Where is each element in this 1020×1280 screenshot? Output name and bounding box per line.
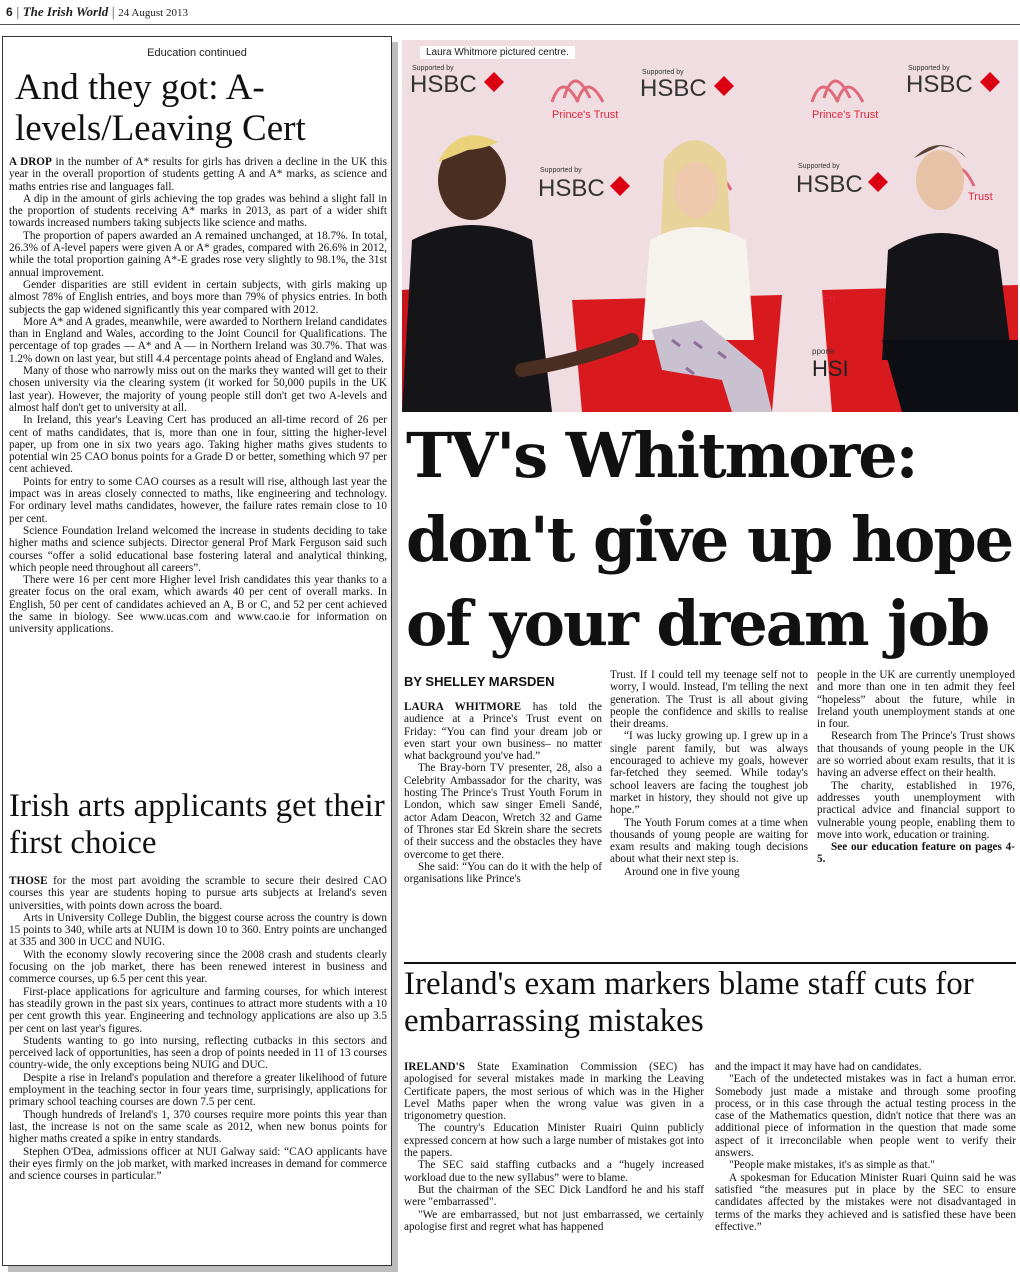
story-paragraph: "People make mistakes, it's as simple as that." <box>729 1159 935 1172</box>
svg-text:Supported by: Supported by <box>908 65 950 72</box>
see-also-link: See our education feature on pages 4-5. <box>817 841 1015 866</box>
story-paragraph: The Bray-born TV presenter, 28, also a Celebrity Ambassador for the charity, was hosting The Prince's Trust Youth Forum in London, which saw singer Emeli Sandé, actor Adam Deacon, Wretch 32 and Game of Thrones star Ed Skrein share the secrets of their success and the obstacles they have overcome to get there. <box>404 762 602 861</box>
story-paragraph: Gender disparities are still evident in certain subjects, with girls making up almost 78% of English entries, and boys more than 79% of physics entries. In both subjects the gap widened significantly this year compared with 2012. <box>9 278 387 316</box>
main-story-column-3 <box>817 669 1015 866</box>
publication-name: The Irish World <box>22 4 109 19</box>
arts-headline: Irish arts applicants get their first choice <box>9 788 385 861</box>
svg-text:HSBC: HSBC <box>906 71 973 98</box>
story-paragraph: Many of those who narrowly miss out on the marks they wanted will get to their chosen university via the clearing system (it worked for 50,000 pupils in the UK last year). However, the majority of young people still don't get two A-levels and almost half don't get to university at all. <box>9 365 387 414</box>
story-paragraph: The Youth Forum comes at a time when thousands of young people are waiting for exam results and making tough decisions about what their next step is. <box>610 816 808 866</box>
princes-trust-label: Prince's Trust <box>812 109 879 121</box>
exam-story-column-1 <box>404 1061 704 1233</box>
exam-headline: Ireland's exam markers blame staff cuts for embarrassing mistakes <box>404 966 974 1039</box>
story-paragraph: Trust. If I could tell my teenage self not to worry, I would. Instead, I'm telling the next generation. The Trust is all about giving people the confidence and skills to realise their dreams. <box>610 669 808 731</box>
svg-text:Supported by: Supported by <box>798 163 840 170</box>
top-rule <box>0 24 1020 25</box>
byline: BY SHELLEY MARSDEN <box>404 674 555 689</box>
story-paragraph: "Each of the undetected mistakes was in fact a human error. Somebody just made a mistake and through some proofing process, or in this case through the actual testing process in the case of the Mathematics question, didn't notice that there was an additional piece of information in the question that made some aspect of it irreconcilable when people went to verify their answers. <box>715 1073 1016 1160</box>
drop-cap-lead: IRELAND'S <box>404 1061 465 1073</box>
story-paragraph: First-place applications for agriculture and farming courses, for which interest has steadily grown in the past six years, continues to attract more students with a 10 per cent growth this year. Engineering and technology applications are also up 3.5 per cent on last year's figures. <box>9 985 387 1035</box>
story-paragraph: THOSE for the most part avoiding the scramble to secure their desired CAO courses this year are students hoping to pursue arts subjects at Ireland's seven universities, with points down across the board. <box>9 875 387 912</box>
svg-text:Supported by: Supported by <box>642 69 684 76</box>
story-paragraph: The country's Education Minister Ruairi Quinn publicly expressed concern at how such a large number of mistakes got into the papers. <box>404 1122 704 1160</box>
story-paragraph: With the economy slowly recovering since the 2008 crash and students clearly focusing on the job market, there has been renewed interest in business and commerce courses, up 6.5 per cent this year. <box>9 948 387 986</box>
princes-trust-label: Prince's Trust <box>552 109 619 121</box>
section-kicker: Education continued <box>147 47 247 59</box>
running-head: 6 | The Irish World | 24 August 2013 <box>6 4 188 19</box>
page-number: 6 <box>6 5 13 19</box>
story-paragraph: A spokesman for Education Minister Ruari Quinn said he was satisfied “the measures put in place by the SEC to ensure candidates affected by the mistakes were not disadvantaged in terms of the marks they achieved and is satisfied these have been effective.” <box>715 1171 1016 1233</box>
alevels-story-body <box>9 156 387 636</box>
arts-story-body <box>9 875 387 1182</box>
story-paragraph: She said: “You can do it with the help of organisations like Prince's <box>404 860 602 886</box>
story-paragraph: But the chairman of the SEC Dick Landford he and his staff were "embarrassed". <box>404 1183 704 1209</box>
story-paragraph: Arts in University College Dublin, the biggest course across the country is down 15 points to 340, while arts at NUIM is down 10 to 360. Entry points are unchanged at 335 and 300 in UCC and NUIG. <box>9 911 387 949</box>
story-paragraph: "We are embarrassed, but not just embarrassed, we certainly apologise first and regret what has happened <box>404 1208 704 1233</box>
story-paragraph: A DROP in the number of A* results for girls has driven a decline in the UK this year in the overall proportion of students getting A and A* marks, as science and maths entries rise and languages fall. <box>9 156 388 193</box>
story-paragraph: A dip in the amount of girls achieving the top grades was behind a slight fall in the proportion of students receiving A* marks in 2013, as part of a wider shift towards increased numbers taking subjects like science and maths. <box>9 192 387 230</box>
story-paragraph: The proportion of papers awarded an A remained unchanged, at 18.7%. In total, 26.3% of A-level papers were given A or A* grades, compared with 26.6% in 2012, while the total proportion gaining A*-E grades rose very slightly to 98.1%, the 31st annual improvement. <box>9 229 387 279</box>
story-paragraph: “I was lucky growing up. I grew up in a single parent family, but was always encouraged to achieve my goals, however far-fetched they seemed. While today's school leavers are facing the toughest job market in history, they should not give up hope.” <box>610 730 808 817</box>
svg-text:Supported by: Supported by <box>412 65 454 72</box>
story-paragraph: The charity, established in 1976, addresses youth unemployment with practical advice and financial support to vulnerable young people, enabling them to move into work, education or training. <box>817 779 1015 841</box>
drop-cap-lead: THOSE <box>9 875 48 887</box>
photo-caption: Laura Whitmore pictured centre. <box>420 46 575 59</box>
svg-text:HSBC: HSBC <box>538 175 605 202</box>
story-paragraph: people in the UK are currently unemployed and more than one in ten admit they feel “hopeless” about the future, while in Ireland youth unemployment stands at one in four. <box>817 669 1015 731</box>
exam-story-column-2 <box>715 1061 1016 1233</box>
story-paragraph: Though hundreds of Ireland's 1, 370 courses require more points this year than last, the increase is not on the same scale as 2012, when new bonus points for higher maths created a spike in entry standards. <box>9 1108 387 1146</box>
photo-illustration <box>402 40 1018 412</box>
main-story-column-1 <box>404 701 602 885</box>
svg-text:Supported by: Supported by <box>540 167 582 174</box>
cropped-trust-text: Trust <box>968 191 993 203</box>
drop-cap-lead: A DROP <box>9 156 52 168</box>
main-story-column-2 <box>610 669 808 878</box>
story-paragraph: Despite a rise in Ireland's population and therefore a greater likelihood of future employment in the teaching sector in four years time, surprisingly, applications for primary school teaching courses are down 7.5 per cent. <box>9 1071 387 1109</box>
story-paragraph: and the impact it may have had on candidates. <box>715 1061 922 1073</box>
svg-text:HSBC: HSBC <box>640 75 707 102</box>
story-paragraph: LAURA WHITMORE has told the audience at a Prince's Trust event on Friday: “You can find your dream job or even start your own business– no matter what background you've had.” <box>404 701 602 763</box>
issue-date: 24 August 2013 <box>118 7 188 19</box>
story-paragraph: The SEC said staffing cutbacks and a “hugely increased workload due to the new syllabus” were to blame. <box>404 1159 704 1184</box>
section-rule <box>404 962 1016 964</box>
story-paragraph: Research from The Prince's Trust shows that thousands of young people in the UK are so worried about exam results, that it is having an adverse effect on their health. <box>817 730 1015 780</box>
story-paragraph: More A* and A grades, meanwhile, were awarded to Northern Ireland candidates than in England and Wales, according to the Joint Council for Qualifications. The percentage of top grades — A* and A — in Northern Ireland was 30.7%. That was 1.2% down on last year, but still 4.4 percentage points ahead of England and Wales. <box>9 315 387 365</box>
story-paragraph: Stephen O'Dea, admissions officer at NUI Galway said: “CAO applicants have their eyes firmly on the job market, with marked increases in demand for commerce and science courses in particular.” <box>9 1145 387 1183</box>
story-paragraph: Around one in five young <box>624 865 740 878</box>
story-paragraph: In Ireland, this year's Leaving Cert has produced an all-time record of 26 per cent of maths candidates, that is, more than one in four, sitting the higher-level paper, up from one in six two years ago. Taking higher maths gives students to potential win 25 CAO bonus points for a Grade D or better, something which 97 per cent achieved. <box>9 414 387 476</box>
story-paragraph: Science Foundation Ireland welcomed the increase in students deciding to take higher maths and science subjects. Director general Prof Mark Ferguson said such courses “offer a solid educational base fostering lateral and analytical thinking, which people need throughout all careers”. <box>9 524 387 574</box>
cropped-hsbc-text: HSI <box>812 356 849 381</box>
story-paragraph: Students wanting to go into nursing, reflecting cutbacks in this sectors and perceived lack of opportunities, has seen a drop of points needed in 11 of 13 courses country-wide, the only exceptions being NUIG and DUC. <box>9 1034 387 1072</box>
cropped-supported-text: pporte <box>812 347 835 356</box>
left-sidebar-box <box>2 36 392 1266</box>
story-paragraph: IRELAND'S State Examination Commission (SEC) has apologised for several mistakes made in marking the Leaving Certificate papers, the most serious of which was in the Higher Level Maths paper when the wrong value was given in a trigonometry question. <box>404 1061 704 1123</box>
cropped-princes-text: Pri <box>822 293 836 305</box>
svg-text:HSBC: HSBC <box>410 71 477 98</box>
drop-cap-lead: LAURA WHITMORE <box>404 701 522 713</box>
alevels-headline: And they got: A-levels/Leaving Cert <box>15 67 306 149</box>
svg-text:HSBC: HSBC <box>796 171 863 198</box>
story-paragraph: Points for entry to some CAO courses as a result will rise, although last year the impact was in areas closely connected to maths, like engineering and technology. For ordinary level maths candidates, however, the failure rates remain close to 10 per cent. <box>9 475 387 525</box>
event-photo <box>402 40 1018 412</box>
story-paragraph: There were 16 per cent more Higher level Irish candidates this year thanks to a greater focus on the oral exam, which awards 40 per cent of overall marks. In English, 50 per cent of candidates achieved an A, B or C, and 52 per cent achieved the same in biology. See www.ucas.com and www.cao.ie for information on university applications. <box>9 574 387 636</box>
main-headline: TV's Whitmore: don't give up hope of your dream job <box>406 419 1013 660</box>
